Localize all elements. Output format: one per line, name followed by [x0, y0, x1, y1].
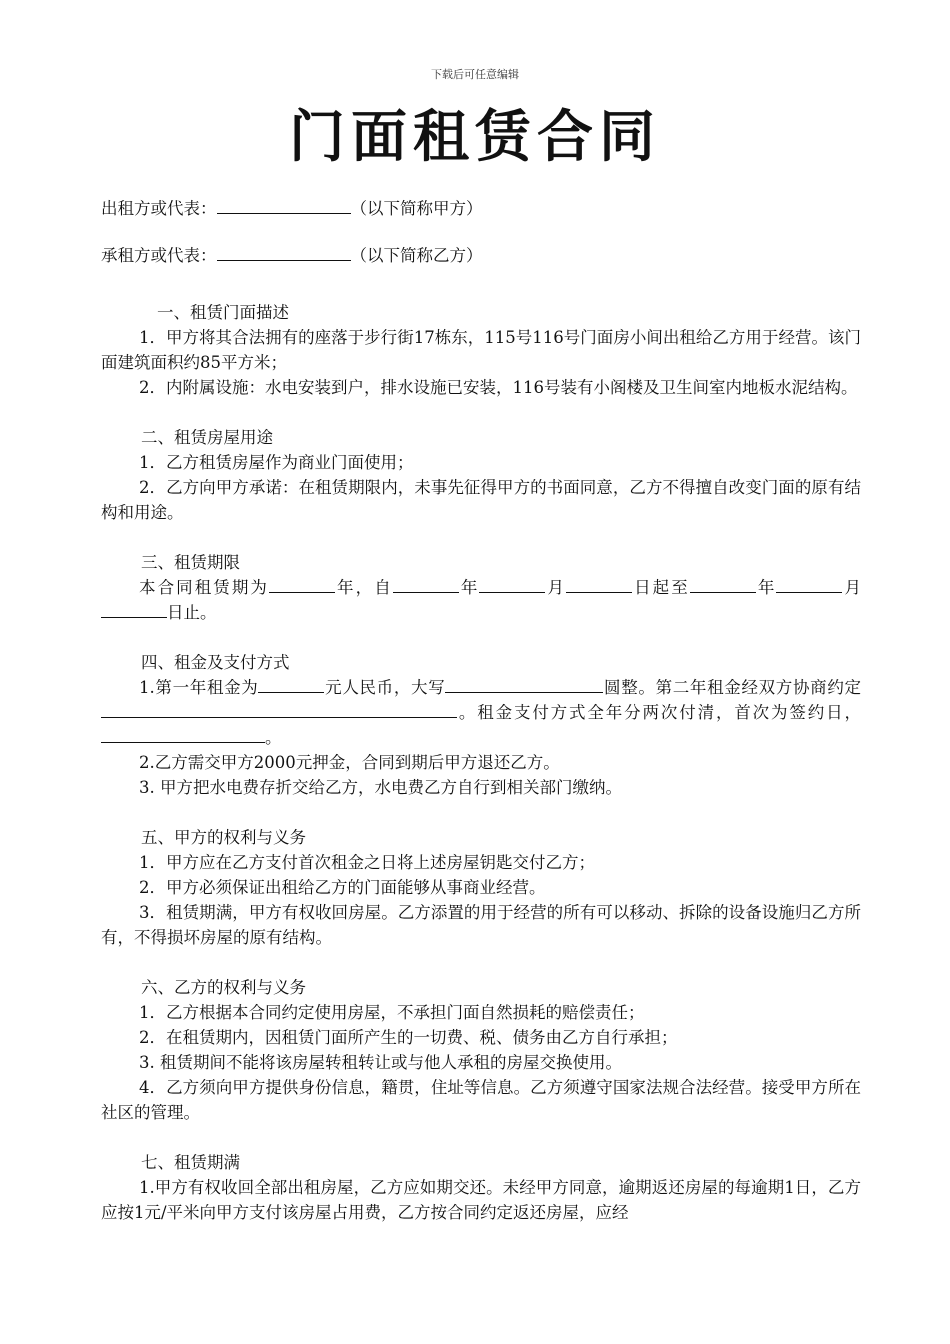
clause: 1．甲方将其合法拥有的座落于步行街17栋东，115号116号门面房小间出租给乙方用于经营。该门面建筑面积约85平方米； [101, 328, 861, 372]
clause: 3. 甲方把水电费存折交给乙方，水电费乙方自行到相关部门缴纳。 [139, 778, 622, 797]
rent-text: 。租金支付方式全年分两次付清，首次为签约日， [457, 703, 861, 722]
term-text: 年，自 [334, 578, 393, 597]
clause: 2．甲方必须保证出租给乙方的门面能够从事商业经营。 [139, 878, 546, 897]
lessor-blank [217, 196, 351, 214]
lessee-label: 承租方或代表： [101, 246, 217, 265]
clause: 2.乙方需交甲方2000元押金，合同到期后甲方退还乙方。 [139, 753, 560, 772]
rent-text: 1.第一年租金为 [139, 678, 259, 697]
lessor-suffix: （以下简称甲方） [350, 199, 483, 218]
lessee-suffix: （以下简称乙方） [350, 246, 483, 265]
clause: 1.甲方有权收回全部出租房屋，乙方应如期交还。未经甲方同意，逾期返还房屋的每逾期1日，乙方应按1元/平米向甲方支付该房屋占用费，乙方按合同约定返还房屋，应经 [101, 1178, 861, 1222]
clause: 3. 租赁期间不能将该房屋转租转让或与他人承租的房屋交换使用。 [139, 1053, 622, 1072]
contract-title: 门面租赁合同 [289, 105, 661, 170]
term-text: 日止。 [167, 603, 217, 622]
lessee-line [101, 243, 861, 268]
start-month-blank [479, 575, 545, 593]
clause: 1．乙方根据本合同约定使用房屋，不承担门面自然损耗的赔偿责任； [139, 1003, 645, 1022]
term-text: 年 [458, 578, 480, 597]
second-payment-blank [101, 725, 265, 743]
term-text: 日起至 [632, 578, 690, 597]
clause: 2．内附属设施：水电安装到户，排水设施已安装，116号装有小阁楼及卫生间室内地板水泥结构。 [139, 378, 858, 397]
rent-capital-blank [445, 675, 603, 693]
term-text: 月 [545, 578, 567, 597]
rent-text: 。 [265, 728, 282, 747]
lessor-label: 出租方或代表： [101, 199, 217, 218]
end-year-blank [690, 575, 756, 593]
clause: 3．租赁期满，甲方有权收回房屋。乙方添置的用于经营的所有可以移动、拆除的设备设施归乙方所有，不得损坏房屋的原有结构。 [101, 903, 861, 947]
clause: 1．乙方租赁房屋作为商业门面使用； [139, 453, 414, 472]
term-text: 年 [755, 578, 777, 597]
clause: 1．甲方应在乙方支付首次租金之日将上述房屋钥匙交付乙方； [139, 853, 595, 872]
section-title: 一、租赁门面描述 [157, 303, 289, 322]
section-title: 六、乙方的权利与义务 [141, 978, 306, 997]
clause: 2．乙方向甲方承诺：在租赁期限内，未事先征得甲方的书面同意，乙方不得擅自改变门面的原有结构和用途。 [101, 478, 861, 522]
term-text: 本合同租赁期为 [139, 578, 269, 597]
clause: 2．在租赁期内，因租赁门面所产生的一切费、税、债务由乙方自行承担； [139, 1028, 678, 1047]
rent-text: 元人民币，大写 [324, 678, 446, 697]
section-title: 四、租金及支付方式 [141, 653, 290, 672]
download-note: 下载后可任意编辑 [431, 68, 519, 81]
contract-body [101, 196, 861, 1225]
lessee-blank [217, 243, 351, 261]
rent-text: 圆整。第二年租金经双方协商约定 [603, 678, 862, 697]
lessor-line [101, 196, 861, 221]
term-years-blank [269, 575, 335, 593]
start-day-blank [566, 575, 632, 593]
clause: 4．乙方须向甲方提供身份信息，籍贯，住址等信息。乙方须遵守国家法规合法经营。接受甲方所在社区的管理。 [101, 1078, 861, 1122]
start-year-blank [393, 575, 459, 593]
term-text: 月 [842, 578, 862, 597]
end-day-blank [101, 600, 167, 618]
rent-amount-blank [258, 675, 324, 693]
rent-clause [101, 675, 861, 750]
second-year-rent-blank [101, 700, 457, 718]
end-month-blank [776, 575, 842, 593]
section-title: 二、租赁房屋用途 [141, 428, 273, 447]
lease-term-clause [101, 575, 861, 625]
section-title: 三、租赁期限 [141, 553, 240, 572]
section-title: 五、甲方的权利与义务 [141, 828, 306, 847]
section-title: 七、租赁期满 [141, 1153, 240, 1172]
